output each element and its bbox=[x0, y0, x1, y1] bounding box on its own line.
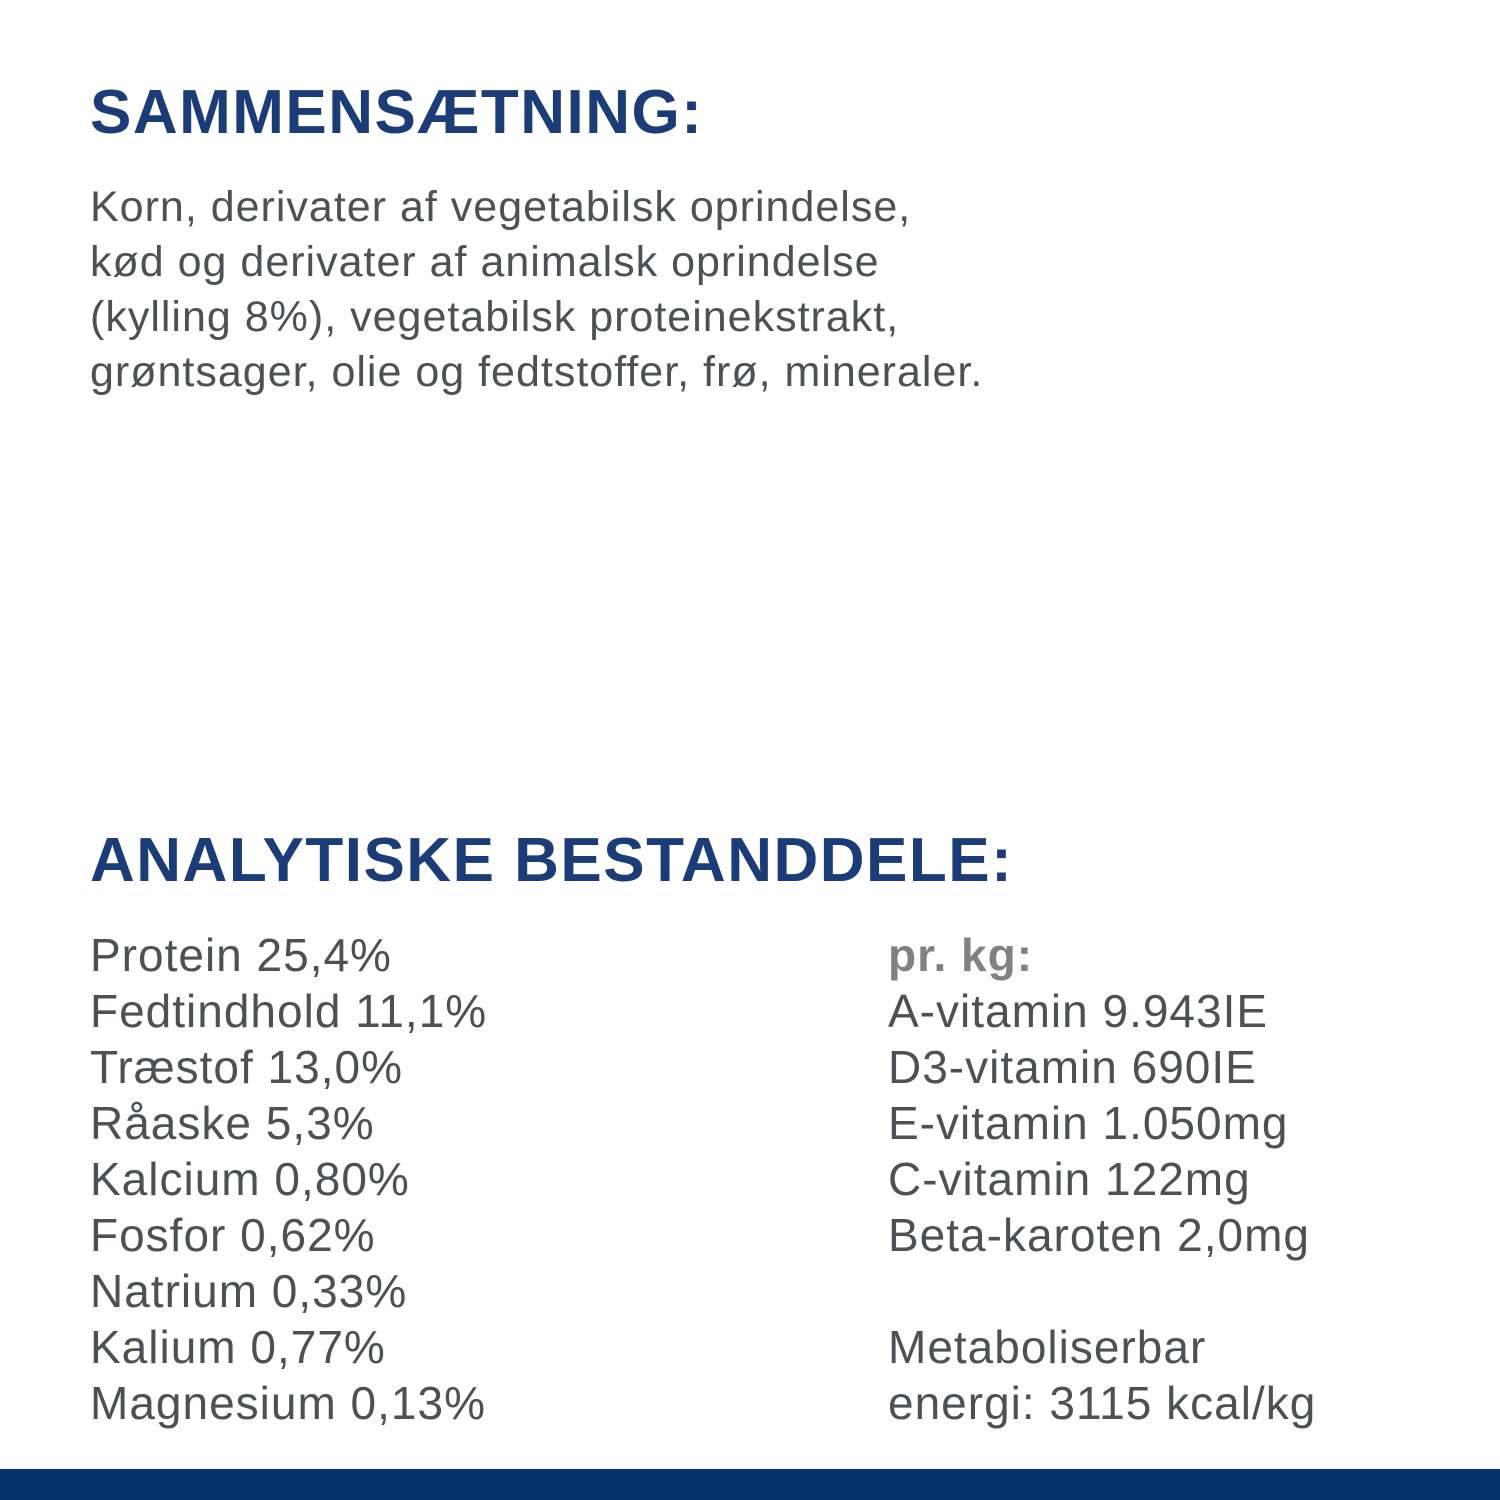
analytical-row-raaaske: Råaske 5,3% bbox=[90, 1097, 375, 1149]
composition-heading: SAMMENSÆTNING: bbox=[90, 78, 704, 147]
analytical-row-kalium: Kalium 0,77% bbox=[90, 1321, 386, 1373]
composition-line: Korn, derivater af vegetabilsk oprindelse, bbox=[90, 183, 912, 231]
analytical-row-beta-karoten: Beta-karoten 2,0mg bbox=[888, 1209, 1311, 1261]
analytical-row-protein: Protein 25,4% bbox=[90, 929, 392, 981]
composition-line: kød og derivater af animalsk oprindelse bbox=[90, 238, 880, 286]
analytical-row-magnesium: Magnesium 0,13% bbox=[90, 1377, 486, 1429]
analytical-row-fosfor: Fosfor 0,62% bbox=[90, 1209, 376, 1261]
analytical-row-natrium: Natrium 0,33% bbox=[90, 1265, 408, 1317]
analytical-row-c-vitamin: C-vitamin 122mg bbox=[888, 1153, 1251, 1205]
analytical-row-e-vitamin: E-vitamin 1.050mg bbox=[888, 1097, 1289, 1149]
analytical-heading: ANALYTISKE BESTANDDELE: bbox=[90, 826, 1014, 895]
analytical-row-fedtindhold: Fedtindhold 11,1% bbox=[90, 985, 488, 1037]
per-kg-label: pr. kg: bbox=[888, 929, 1034, 981]
row-spacer bbox=[888, 1263, 1448, 1319]
analytical-row-d3-vitamin: D3-vitamin 690IE bbox=[888, 1041, 1257, 1093]
composition-line: (kylling 8%), vegetabilsk proteinekstrakt, bbox=[90, 293, 900, 341]
metabolisable-energy-value: energi: 3115 kcal/kg bbox=[888, 1377, 1317, 1429]
composition-paragraph bbox=[90, 180, 983, 400]
analytical-right-column bbox=[888, 927, 1448, 1431]
footer-bar bbox=[0, 1469, 1500, 1500]
analytical-row-traestof: Træstof 13,0% bbox=[90, 1041, 403, 1093]
analytical-left-column bbox=[90, 927, 850, 1431]
analytical-row-kalcium: Kalcium 0,80% bbox=[90, 1153, 410, 1205]
metabolisable-energy-line: Metaboliserbar bbox=[888, 1321, 1207, 1373]
composition-line: grøntsager, olie og fedtstoffer, frø, mineraler. bbox=[90, 348, 984, 396]
analytical-row-a-vitamin: A-vitamin 9.943IE bbox=[888, 985, 1269, 1037]
